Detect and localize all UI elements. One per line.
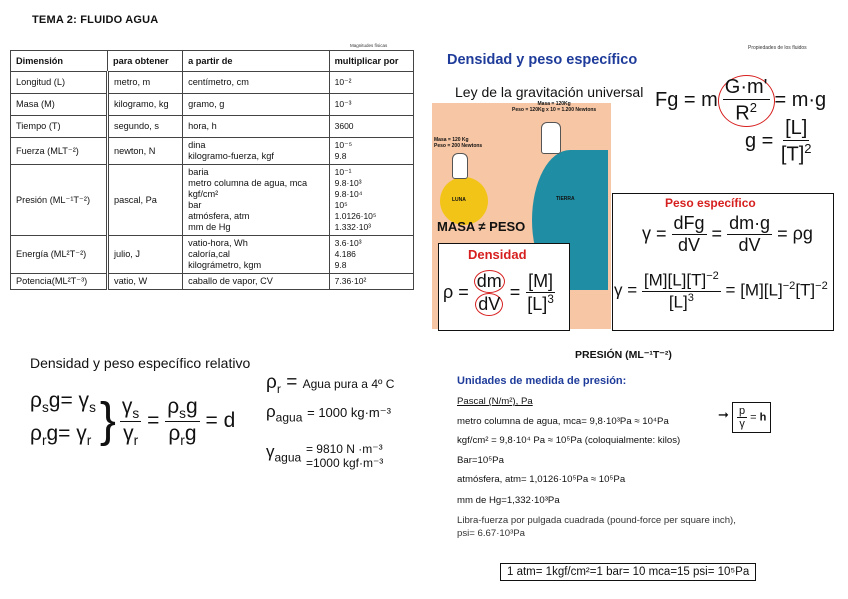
- pressure-unit-line: Bar=10⁵Pa: [457, 455, 504, 466]
- table-row: [11, 165, 414, 236]
- density-label: Densidad: [468, 247, 527, 262]
- water-specific-weight-value2: =1000 kgf·m⁻³: [305, 456, 384, 470]
- table-cell: newton, N: [107, 138, 182, 165]
- moon-mass-text: Masa = 120 Kg Peso = 200 Newtons: [434, 137, 483, 149]
- earth-label: TIERRA: [556, 196, 575, 202]
- table-row: [11, 94, 414, 116]
- pressure-head-formula: $\frac{p}{\gamma}$ = h: [732, 402, 771, 433]
- specific-weight-formula: γ = $\frac{\text{dFg}}{dV}$ = $\frac{dm\cdot g}{dV}$ = ρg: [642, 213, 813, 255]
- pressure-unit-line: mm de Hg=1,332·10³Pa: [457, 495, 560, 506]
- column-header: para obtener: [107, 51, 182, 72]
- table-cell: caballo de vapor, CV: [183, 274, 330, 290]
- astronaut-earth-icon: [541, 122, 561, 154]
- table-cell: Energía (ML²T⁻²): [11, 236, 108, 274]
- reference-water-text: $\rho_r$ = Agua pura a 4º C: [266, 372, 395, 396]
- table-cell: kilogramo, kg: [107, 94, 182, 116]
- table-cell: 10⁻³: [329, 94, 413, 116]
- arrow-right-icon: ➞: [718, 407, 729, 422]
- water-density: $\rho_{agua} = 1000$ kg·m⁻³: [266, 402, 391, 425]
- pressure-equivalence-summary: 1 atm= 1kgf/cm²=1 bar= 10 mca=15 psi= 10⁵Pa: [500, 563, 756, 581]
- relative-density-title: Densidad y peso específico relativo: [30, 355, 251, 371]
- pressure-subtitle: Unidades de medida de presión:: [457, 375, 627, 387]
- table-cell: Fuerza (MLT⁻²): [11, 138, 108, 165]
- table-cell: 7.36·10²: [329, 274, 413, 290]
- mass-weight-note: MASA ≠ PESO: [437, 219, 526, 234]
- table-row: [11, 138, 414, 165]
- table-cell: Masa (M): [11, 94, 108, 116]
- table-cell: 3600: [329, 116, 413, 138]
- astronaut-moon-icon: [452, 153, 468, 179]
- table-row: [11, 72, 414, 94]
- g-dimension-formula: g = $\frac{[L]}{[T]^2}$: [745, 117, 812, 166]
- pressure-unit-line: metro columna de agua, mca= 9,8·10³Pa ≈ 10⁴Pa: [457, 416, 669, 427]
- table-row: [11, 116, 414, 138]
- table-caption: Magnitudes físicas: [350, 43, 388, 48]
- table-cell: Presión (ML⁻¹T⁻²): [11, 165, 108, 236]
- water-density-value: = 1000 kg·m⁻³: [307, 405, 391, 420]
- table-cell: hora, h: [183, 116, 330, 138]
- table-cell: pascal, Pa: [107, 165, 182, 236]
- table-cell: 10⁻¹ 9.8·10³ 9.8·10⁴ 10⁵ 1.0126·10⁵ 1.332·10³: [329, 165, 413, 236]
- table-cell: Tiempo (T): [11, 116, 108, 138]
- column-header: multiplicar por: [329, 51, 413, 72]
- gravitation-title: Ley de la gravitación universal: [455, 84, 644, 100]
- pressure-unit-line: Libra-fuerza por pulgada cuadrada (pound-force per square inch),: [457, 515, 736, 526]
- gravity-force-formula: Fg = m $\frac{G\cdot m'}{R^2}$ = m·g: [655, 76, 827, 125]
- pressure-unit-line: Pascal (N/m²), Pa: [457, 396, 533, 407]
- table-cell: centímetro, cm: [183, 72, 330, 94]
- page-title: TEMA 2: FLUIDO AGUA: [32, 14, 159, 26]
- table-cell: segundo, s: [107, 116, 182, 138]
- units-conversion-table: [10, 50, 414, 290]
- table-cell: Potencia(ML²T⁻³): [11, 274, 108, 290]
- table-cell: 10⁻⁵ 9.8: [329, 138, 413, 165]
- table-row: [11, 236, 414, 274]
- water-specific-weight-value: = 9810 N ·m⁻³: [305, 442, 383, 456]
- density-formula: ρ = $\frac{dm}{dV}$ = $\frac{[M]}{[L]^3}$: [443, 271, 554, 314]
- table-body: [11, 72, 414, 290]
- table-cell: 10⁻²: [329, 72, 413, 94]
- specific-weight-label: Peso específico: [665, 196, 756, 210]
- pressure-unit-line: atmósfera, atm= 1,0126·10⁵Pa ≈ 10⁵Pa: [457, 474, 626, 485]
- slide-caption: Propiedades de los fluidos: [748, 45, 807, 51]
- table-cell: julio, J: [107, 236, 182, 274]
- earth-mass-text: Masa = 120Kg Peso = 120Kg x 10 = 1.200 Newtons: [512, 101, 597, 113]
- table-row: [11, 274, 414, 290]
- table-cell: dina kilogramo-fuerza, kgf: [183, 138, 330, 165]
- table-cell: Longitud (L): [11, 72, 108, 94]
- pressure-unit-line: kgf/cm² = 9,8·10⁴ Pa ≈ 10⁵Pa (coloquialmente: kilos): [457, 435, 681, 446]
- table-cell: gramo, g: [183, 94, 330, 116]
- column-header: Dimensión: [11, 51, 108, 72]
- table-cell: vatio-hora, Wh caloría,cal kilográmetro, kgm: [183, 236, 330, 274]
- pressure-unit-line: psi= 6.67·10³Pa: [457, 528, 525, 539]
- moon-label: LUNA: [452, 197, 466, 203]
- density-slide-title: Densidad y peso específico: [447, 52, 638, 68]
- table-cell: baria metro columna de agua, mca kgf/cm² bar atmósfera, atm mm de Hg: [183, 165, 330, 236]
- table-cell: metro, m: [107, 72, 182, 94]
- specific-weight-dimension: γ = $\frac{[M][L][T]^{-2}}{[L]^3}$ = $[M][L]^{-2}[T]^{-2}$: [614, 270, 828, 312]
- reference-water-value: Agua pura a 4º C: [302, 377, 395, 391]
- table-cell: vatio, W: [107, 274, 182, 290]
- water-specific-weight: $\gamma_{agua} = 9810$ N ·m⁻³ =1000 kgf·m⁻³: [266, 442, 384, 470]
- column-header: a partir de: [183, 51, 330, 72]
- relative-density-formulas: $\rho_sg= \gamma_s$ $\rho_rg= \gamma_r$ } $\frac{\gamma_s}{\gamma_r}$ = $\frac{\rho_sg}{\rho_rg}$ = d: [30, 389, 236, 449]
- table-cell: 3.6·10³ 4.186 9.8: [329, 236, 413, 274]
- pressure-title: PRESIÓN (ML⁻¹T⁻²): [575, 349, 672, 361]
